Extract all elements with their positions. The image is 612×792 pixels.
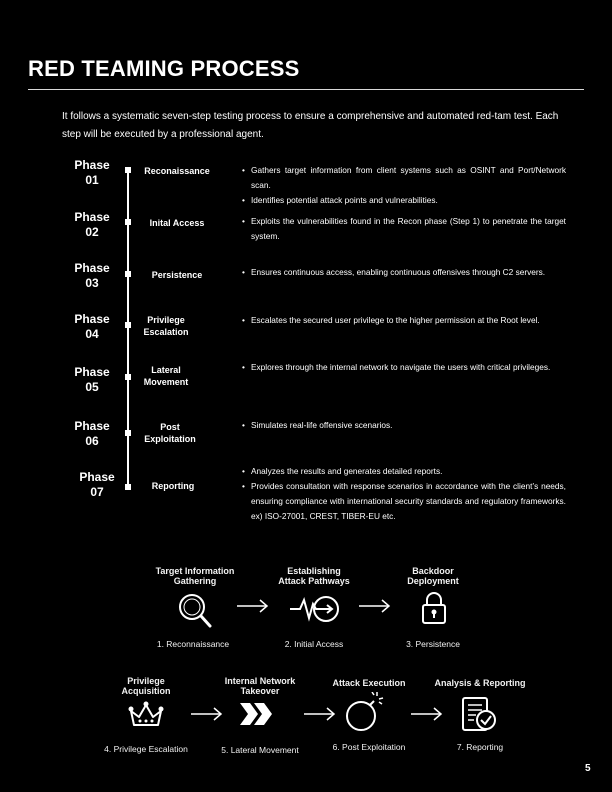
bullet-dot: • [242, 420, 245, 430]
phase-label: Phase 05 [74, 365, 110, 394]
flow-caption: Attack Execution [332, 678, 406, 688]
phase-name: Lateral Movement [143, 365, 189, 387]
phase-bullets [242, 265, 566, 280]
magnifier-icon [171, 590, 219, 630]
bullet-item [242, 464, 566, 479]
phase-name: Reporting [151, 481, 195, 491]
bullet-item [242, 265, 566, 280]
bullet-dot: • [242, 315, 245, 325]
intro-paragraph: It follows a systematic seven-step testing process to ensure a comprehensive and automated red-tam test. Each step will be executed by a professional agent. [62, 111, 559, 140]
bullet-dot: • [242, 165, 245, 175]
phase-name: Privilege Escalation [143, 315, 189, 337]
flow-step-label: 7. Reporting [456, 742, 504, 752]
bullet-text: Identifies potential attack points and vulnerabilities. [251, 195, 438, 205]
flow-caption: Establishing Attack Pathways [278, 566, 350, 586]
phase-bullets [242, 360, 566, 375]
phase-name: Post Exploitation [144, 422, 196, 444]
bullet-text: Escalates the secured user privilege to the higher permission at the Root level. [251, 315, 540, 325]
arrow-icon [303, 707, 337, 721]
bullet-item [242, 418, 566, 433]
timeline-dot [125, 484, 131, 490]
padlock-icon [421, 591, 447, 625]
flow-step-label: 1. Reconnaissance [156, 639, 230, 649]
bullet-dot: • [242, 216, 245, 226]
page-number: 5 [585, 763, 591, 774]
arrow-icon [236, 599, 270, 613]
flow-step-label: 4. Privilege Escalation [104, 744, 188, 754]
flow-step-label: 2. Initial Access [284, 639, 344, 649]
flow-step-label: 5. Lateral Movement [221, 745, 299, 755]
timeline-dot [125, 167, 131, 173]
flow-caption: Backdoor Deployment [407, 566, 459, 586]
bullet-item [242, 163, 566, 193]
bullet-dot: • [242, 362, 245, 372]
phase-label: Phase 06 [74, 419, 110, 448]
bullet-text: Provides consultation with response scenarios in accordance with the client’s needs, ensuring compliance with international security standards and regulatory frameworks. ex) ISO-27001, CREST, TIBER-EU etc. [251, 481, 566, 521]
bullet-dot: • [242, 267, 245, 277]
phase-bullets [242, 163, 566, 208]
phase-bullets [242, 214, 566, 244]
flow-caption: Target Information Gathering [155, 566, 235, 586]
phase-bullets [242, 418, 566, 433]
bullet-text: Simulates real-life offensive scenarios. [251, 420, 393, 430]
phase-bullets [242, 464, 566, 524]
bullet-item [242, 193, 566, 208]
bullet-text: Explores through the internal network to navigate the users with critical privileges. [251, 362, 551, 372]
phase-name: Reconaissance [144, 166, 210, 176]
bullet-item [242, 214, 566, 244]
page-title: RED TEAMING PROCESS [28, 56, 300, 81]
bullet-text: Gathers target information from client systems such as OSINT and Port/Network scan. [251, 165, 566, 190]
arrow-icon [358, 599, 392, 613]
phase-name: Persistence [151, 270, 203, 280]
chevrons-icon [238, 700, 276, 728]
timeline-dot [125, 430, 131, 436]
report-icon [460, 696, 498, 734]
bullet-item [242, 360, 566, 375]
timeline-dot [125, 219, 131, 225]
phase-bullets [242, 313, 566, 328]
bullet-item [242, 479, 566, 524]
bullet-text: Exploits the vulnerabilities found in the Recon phase (Step 1) to penetrate the target system. [251, 216, 566, 241]
pulse-target-icon [288, 594, 344, 624]
crown-icon [127, 701, 165, 729]
bullet-dot: • [242, 481, 245, 491]
flow-caption: Internal Network Takeover [224, 676, 296, 696]
bomb-icon [344, 692, 384, 734]
phase-name: Inital Access [149, 218, 205, 228]
flow-caption: Analysis & Reporting [434, 678, 526, 688]
bullet-dot: • [242, 466, 245, 476]
phase-label: Phase 02 [74, 210, 110, 239]
phase-label: Phase 04 [74, 312, 110, 341]
timeline-line [127, 167, 129, 489]
bullet-item [242, 313, 566, 328]
flow-step-label: 3. Persistence [406, 639, 460, 649]
flow-caption: Privilege Acquisition [121, 676, 171, 696]
phase-label: Phase 07 [79, 470, 115, 499]
phase-label: Phase 01 [74, 158, 110, 187]
flow-step-label: 6. Post Exploitation [332, 742, 406, 752]
timeline-dot [125, 271, 131, 277]
title-divider [28, 89, 584, 90]
arrow-icon [190, 707, 224, 721]
phase-label: Phase 03 [74, 261, 110, 290]
bullet-text: Analyzes the results and generates detailed reports. [251, 466, 443, 476]
bullet-dot: • [242, 195, 245, 205]
bullet-text: Ensures continuous access, enabling continuous offensives through C2 servers. [251, 267, 546, 277]
arrow-icon [410, 707, 444, 721]
